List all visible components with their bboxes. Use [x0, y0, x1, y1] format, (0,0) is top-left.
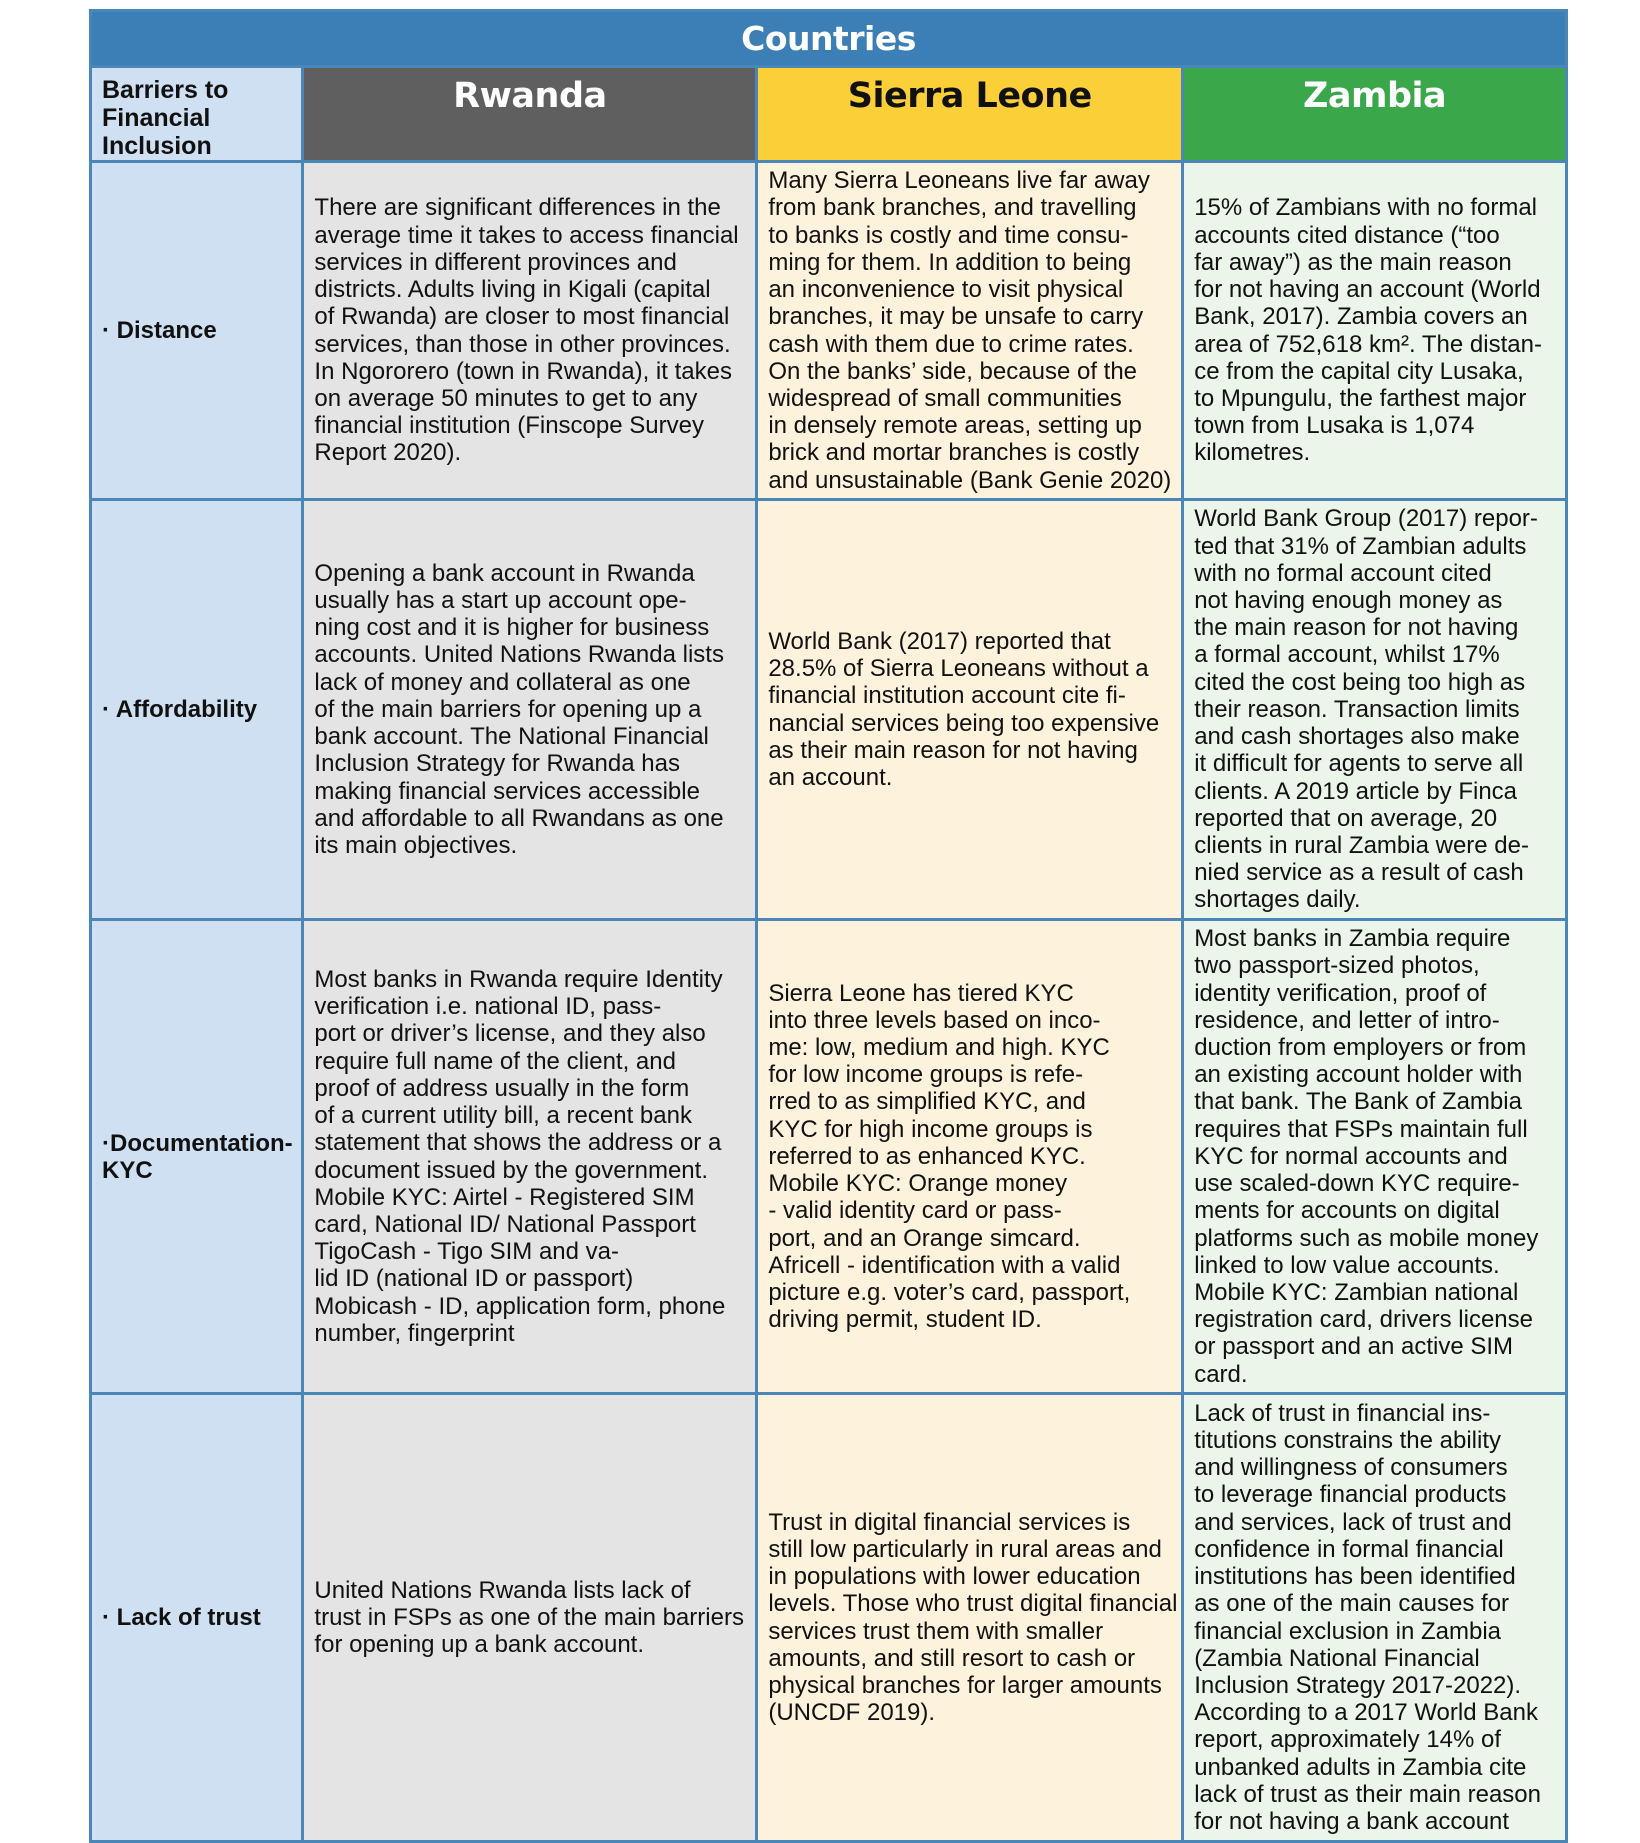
text-line: into three levels based on inco-: [768, 1006, 1101, 1034]
text-line: branches, it may be unsafe to carry: [768, 303, 1144, 331]
text-line: Many Sierra Leoneans live far away: [768, 167, 1150, 195]
text-line: identity verification, proof of: [1194, 979, 1487, 1007]
text-line: for not having an account (World: [1194, 276, 1541, 304]
text-line: On the banks’ side, because of the: [768, 357, 1138, 385]
text-line: cash with them due to crime rates.: [768, 330, 1134, 358]
text-line: card, National ID/ National Passport: [314, 1210, 696, 1238]
text-line: financial exclusion in Zambia: [1194, 1617, 1502, 1645]
text-line: nancial services being too expensive: [768, 709, 1160, 737]
rwanda-cell: [303, 920, 757, 1394]
text-line: for not having a bank account: [1194, 1807, 1510, 1835]
text-line: According to a 2017 World Bank: [1194, 1699, 1538, 1727]
text-line: Bank, 2017). Zambia covers an: [1194, 303, 1528, 331]
text-line: clients. A 2019 article by Finca: [1194, 777, 1518, 805]
text-line: titutions constrains the ability: [1194, 1427, 1502, 1455]
text-line: an account.: [768, 763, 893, 791]
text-line: verification i.e. national ID, pass-: [314, 993, 662, 1021]
text-line: Report 2020).: [314, 439, 462, 467]
rwanda-header-text: Rwanda: [453, 76, 607, 116]
text-line: of the main barriers for opening up a: [314, 695, 702, 723]
text-line: its main objectives.: [314, 831, 518, 859]
text-line: bank account. The National Financial: [314, 723, 709, 751]
barriers-column-header: [91, 67, 303, 162]
text-line: kilometres.: [1194, 439, 1311, 467]
text-line: districts. Adults living in Kigali (capital: [314, 276, 711, 304]
text-line: number, fingerprint: [314, 1319, 515, 1347]
text-line: port, and an Orange simcard.: [768, 1224, 1081, 1252]
text-line: Africell - identification with a valid: [768, 1251, 1121, 1279]
text-line: for low income groups is refe-: [768, 1061, 1084, 1089]
text-line: registration card, drivers license: [1194, 1306, 1533, 1334]
text-line: an existing account holder with: [1194, 1061, 1523, 1089]
text-line: in populations with lower education: [768, 1563, 1141, 1591]
text-line: with no formal account cited: [1194, 559, 1492, 587]
text-line: brick and mortar branches is costly: [768, 439, 1140, 467]
text-line: an inconvenience to visit physical: [768, 276, 1124, 304]
text-line: of Rwanda) are closer to most financial: [314, 303, 730, 331]
zambia-cell: [1183, 1394, 1567, 1842]
text-line: rred to as simplified KYC, and: [768, 1088, 1086, 1116]
text-line: use scaled-down KYC require-: [1194, 1170, 1520, 1198]
table-row: [91, 1394, 1567, 1842]
text-line: cited the cost being too high as: [1194, 668, 1526, 696]
text-line: services in different provinces and: [314, 248, 677, 276]
text-line: on average 50 minutes to get to any: [314, 384, 698, 412]
text-line: Mobile KYC: Airtel - Registered SIM: [314, 1183, 695, 1211]
text-line: ce from the capital city Lusaka,: [1194, 357, 1524, 385]
text-line: proof of address usually in the form: [314, 1074, 690, 1102]
barrier-label: ·Documentation: [102, 1129, 285, 1157]
text-line: KYC for high income groups is: [768, 1115, 1093, 1143]
zambia-header-text: Zambia: [1303, 76, 1447, 116]
table-body: [91, 162, 1567, 1842]
rwanda-column-header: [303, 67, 757, 162]
text-line: a formal account, whilst 17%: [1194, 641, 1500, 669]
table-row: [91, 920, 1567, 1394]
barrier-label: · Lack of trust: [102, 1604, 261, 1631]
text-line: Most banks in Rwanda require Identity: [314, 966, 723, 994]
text-line: of a current utility bill, a recent bank: [314, 1102, 692, 1130]
text-line: World Bank (2017) reported that: [768, 627, 1111, 655]
text-line: not having enough money as: [1194, 587, 1503, 615]
text-line: institutions has been identified: [1194, 1563, 1516, 1591]
text-line: average time it takes to access financial: [314, 221, 739, 249]
text-line: linked to low value accounts.: [1194, 1251, 1500, 1279]
text-line: Inclusion Strategy for Rwanda has: [314, 750, 680, 778]
text-line: to banks is costly and time consu-: [768, 221, 1129, 249]
text-line: unbanked adults in Zambia cite: [1194, 1753, 1527, 1781]
zambia-cell: [1183, 500, 1567, 920]
text-line: from bank branches, and travelling: [768, 194, 1137, 222]
header-label-line: Inclusion: [102, 132, 212, 160]
text-line: financial institution (Finscope Survey: [314, 412, 704, 440]
text-line: amounts, and still resort to cash or: [768, 1644, 1136, 1672]
text-line: clients in rural Zambia were de-: [1194, 831, 1529, 859]
sierra-leone-header-text: Sierra Leone: [847, 76, 1092, 116]
text-line: and affordable to all Rwandans as one: [314, 804, 724, 832]
countries-banner: Countries: [91, 11, 1567, 67]
header-label-line: Financial: [102, 104, 211, 132]
text-line: services trust them with smaller: [768, 1617, 1104, 1645]
text-line: World Bank Group (2017) repor-: [1194, 505, 1538, 533]
text-line: usually has a start up account ope-: [314, 587, 687, 615]
text-line: Most banks in Zambia require: [1194, 925, 1511, 953]
text-line: it difficult for agents to serve all: [1194, 750, 1524, 778]
header-label-line: Barriers to: [102, 76, 229, 104]
text-line: as their main reason for not having: [768, 736, 1138, 764]
text-line: two passport-sized photos,: [1194, 952, 1480, 980]
rwanda-cell: [303, 500, 757, 920]
text-line: Opening a bank account in Rwanda: [314, 559, 695, 587]
text-line: still low particularly in rural areas and: [768, 1535, 1162, 1563]
text-line: referred to as enhanced KYC.: [768, 1142, 1086, 1170]
text-line: In Ngororero (town in Rwanda), it takes: [314, 357, 732, 385]
text-line: accounts cited distance (“too: [1194, 221, 1500, 249]
text-line: Lack of trust in financial ins-: [1194, 1399, 1491, 1427]
sierra-leone-cell: [757, 1394, 1183, 1842]
barrier-cell: [91, 500, 303, 920]
text-line: or passport and an active SIM: [1194, 1333, 1514, 1361]
text-line: reported that on average, 20: [1194, 804, 1498, 832]
text-line: ted that 31% of Zambian adults: [1194, 532, 1527, 560]
text-line: their reason. Transaction limits: [1194, 695, 1520, 723]
text-line: making financial services accessible: [314, 777, 700, 805]
text-line: driving permit, student ID.: [768, 1306, 1042, 1334]
sierra-leone-cell: [757, 920, 1183, 1394]
text-line: picture e.g. voter’s card, passport,: [768, 1278, 1131, 1306]
text-line: to Mpungulu, the farthest major: [1194, 384, 1527, 412]
text-line: port or driver’s license, and they also: [314, 1020, 706, 1048]
text-line: that bank. The Bank of Zambia: [1194, 1088, 1522, 1116]
text-line: Mobile KYC: Zambian national: [1194, 1278, 1519, 1306]
text-line: accounts. United Nations Rwanda lists: [314, 641, 724, 669]
text-line: statement that shows the address or a: [314, 1129, 722, 1157]
header-row: [91, 67, 1567, 162]
text-line: physical branches for larger amounts: [768, 1671, 1162, 1699]
text-line: trust in FSPs as one of the main barriers: [314, 1603, 744, 1631]
text-line: require full name of the client, and: [314, 1047, 676, 1075]
text-line: document issued by the government.: [314, 1156, 708, 1184]
text-line: United Nations Rwanda lists lack of: [314, 1576, 691, 1604]
text-line: TigoCash - Tigo SIM and va-: [314, 1238, 619, 1266]
text-line: ming for them. In addition to being: [768, 248, 1132, 276]
barriers-comparison-table: [89, 9, 1568, 1843]
text-line: the main reason for not having: [1194, 614, 1519, 642]
text-line: for opening up a bank account.: [314, 1631, 644, 1659]
text-line: ments for accounts on digital: [1194, 1197, 1500, 1225]
text-line: lack of trust as their main reason: [1194, 1780, 1542, 1808]
text-line: shortages daily.: [1194, 886, 1361, 914]
text-line: town from Lusaka is 1,074: [1194, 412, 1475, 440]
banner-row: [91, 11, 1567, 67]
table-row: [91, 162, 1567, 500]
text-line: duction from employers or from: [1194, 1034, 1527, 1062]
barrier-label: - KYC: [102, 1129, 293, 1184]
table-row: [91, 500, 1567, 920]
text-line: widespread of small communities: [768, 384, 1122, 412]
sierra-leone-cell: [757, 162, 1183, 500]
zambia-cell: [1183, 920, 1567, 1394]
text-line: confidence in formal financial: [1194, 1535, 1504, 1563]
text-line: Mobile KYC: Orange money: [768, 1170, 1068, 1198]
text-line: (UNCDF 2019).: [768, 1699, 936, 1727]
text-line: me: low, medium and high. KYC: [768, 1034, 1110, 1062]
text-line: report, approximately 14% of: [1194, 1726, 1502, 1754]
rwanda-cell: [303, 1394, 757, 1842]
text-line: 28.5% of Sierra Leoneans without a: [768, 655, 1149, 683]
zambia-cell: [1183, 162, 1567, 500]
barrier-label: · Affordability: [102, 696, 258, 723]
text-line: levels. Those who trust digital financial: [768, 1590, 1178, 1618]
barrier-cell: [91, 1394, 303, 1842]
text-line: in densely remote areas, setting up: [768, 412, 1142, 440]
text-line: and willingness of consumers: [1194, 1454, 1508, 1482]
text-line: financial institution account cite fi-: [768, 682, 1126, 710]
barrier-cell: [91, 920, 303, 1394]
sierra-leone-cell: [757, 500, 1183, 920]
text-line: to leverage financial products: [1194, 1481, 1507, 1509]
sierra-leone-column-header: [757, 67, 1183, 162]
text-line: as one of the main causes for: [1194, 1590, 1510, 1618]
text-line: card.: [1194, 1360, 1248, 1388]
text-line: nied service as a result of cash: [1194, 859, 1524, 887]
text-line: area of 752,618 km². The distan-: [1194, 330, 1542, 358]
text-line: lack of money and collateral as one: [314, 668, 691, 696]
text-line: KYC for normal accounts and: [1194, 1142, 1508, 1170]
text-line: Inclusion Strategy 2017-2022).: [1194, 1671, 1522, 1699]
text-line: Trust in digital financial services is: [768, 1508, 1131, 1536]
zambia-column-header: [1183, 67, 1567, 162]
text-line: Sierra Leone has tiered KYC: [768, 979, 1074, 1007]
text-line: (Zambia National Financial: [1194, 1644, 1480, 1672]
text-line: There are significant differences in the: [314, 194, 721, 222]
text-line: and services, lack of trust and: [1194, 1508, 1512, 1536]
text-line: Mobicash - ID, application form, phone: [314, 1292, 726, 1320]
text-line: and cash shortages also make: [1194, 723, 1520, 751]
text-line: platforms such as mobile money: [1194, 1224, 1539, 1252]
text-line: services, than those in other provinces.: [314, 330, 731, 358]
text-line: far away”) as the main reason: [1194, 248, 1512, 276]
text-line: 15% of Zambians with no formal: [1194, 194, 1538, 222]
text-line: and unsustainable (Bank Genie 2020): [768, 466, 1172, 494]
barrier-cell: [91, 162, 303, 500]
text-line: - valid identity card or pass-: [768, 1197, 1062, 1225]
text-line: lid ID (national ID or passport): [314, 1265, 634, 1293]
text-line: requires that FSPs maintain full: [1194, 1115, 1528, 1143]
barrier-label: · Distance: [102, 317, 217, 344]
text-line: residence, and letter of intro-: [1194, 1006, 1500, 1034]
text-line: ning cost and it is higher for business: [314, 614, 710, 642]
rwanda-cell: [303, 162, 757, 500]
